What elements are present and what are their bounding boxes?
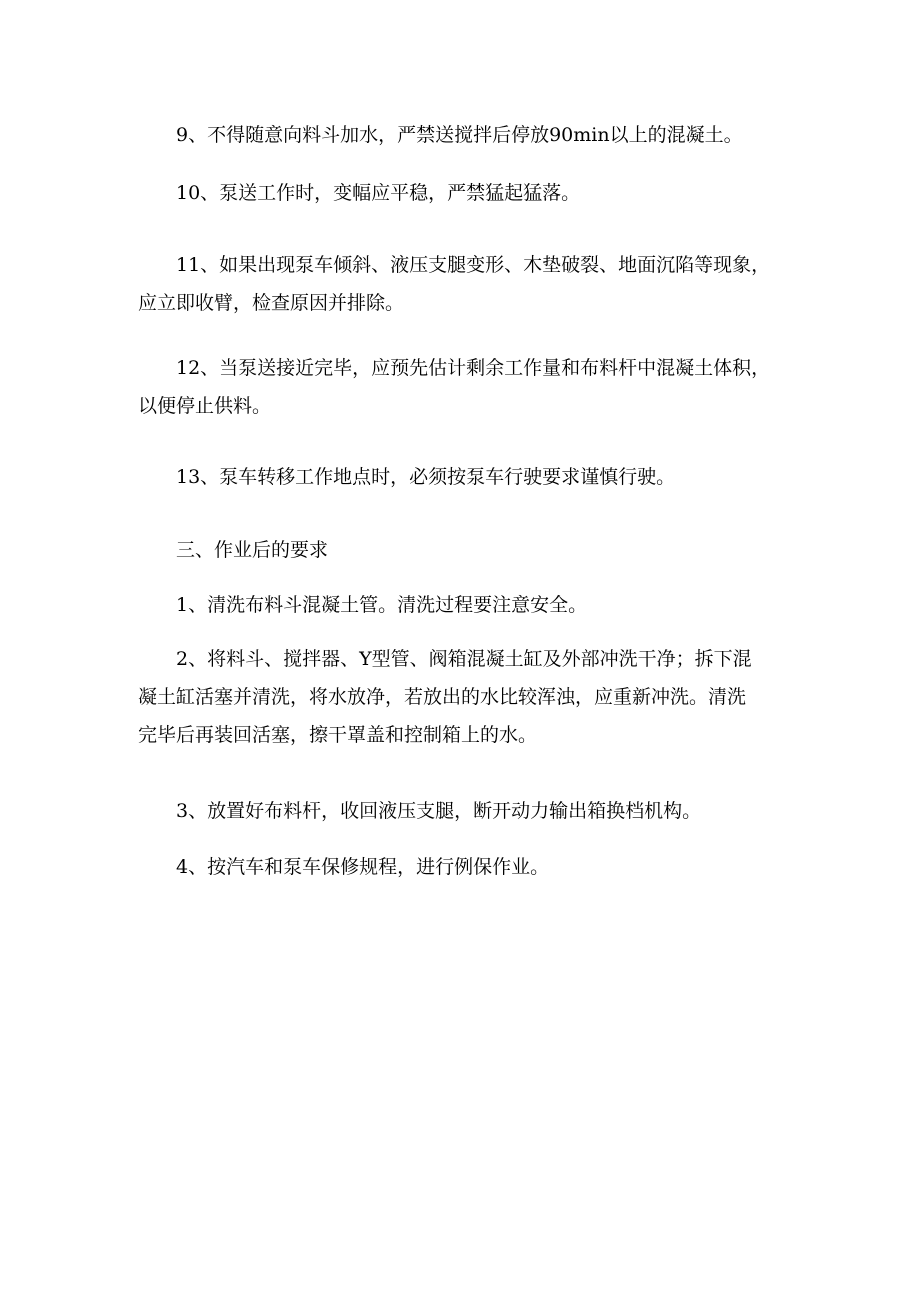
paragraph-line: 2、将料斗、搅拌器、Y型管、阀箱混凝土缸及外部冲洗干净；拆下混 <box>176 648 752 670</box>
paragraph-line: 12、当泵送接近完毕，应预先估计剩余工作量和布料杆中混凝土体积， <box>176 357 771 379</box>
paragraph-item-11 <box>138 246 788 322</box>
section-heading <box>138 531 788 569</box>
paragraph-line: 3、放置好布料杆，收回液压支腿，断开动力输出箱换档机构。 <box>176 800 702 822</box>
paragraph-line: 11、如果出现泵车倾斜、液压支腿变形、木垫破裂、地面沉陷等现象， <box>176 254 771 276</box>
paragraph-line: 10、泵送工作时，变幅应平稳，严禁猛起猛落。 <box>176 182 581 204</box>
paragraph-after-1 <box>138 586 788 624</box>
paragraph-line: 4、按汽车和泵车保修规程，进行例保作业。 <box>176 856 550 878</box>
paragraph-after-2 <box>138 640 788 754</box>
paragraph-item-10 <box>138 174 788 212</box>
paragraph-line: 应立即收臂，检查原因并排除。 <box>138 292 405 314</box>
paragraph-line: 13、泵车转移工作地点时，必须按泵车行驶要求谨慎行驶。 <box>176 466 676 488</box>
paragraph-line: 9、不得随意向料斗加水，严禁送搅拌后停放90min以上的混凝土。 <box>176 124 743 146</box>
paragraph-after-3 <box>138 792 788 830</box>
paragraph-line: 完毕后再装回活塞，擦干罩盖和控制箱上的水。 <box>138 724 538 746</box>
paragraph-item-13 <box>138 458 788 496</box>
paragraph-line: 1、清洗布料斗混凝土管。清洗过程要注意安全。 <box>176 594 588 616</box>
section-heading-text: 三、作业后的要求 <box>176 539 329 561</box>
paragraph-item-9 <box>138 116 788 154</box>
paragraph-line: 凝土缸活塞并清洗，将水放净，若放出的水比较浑浊，应重新冲洗。清洗 <box>138 686 747 708</box>
paragraph-after-4 <box>138 848 788 886</box>
paragraph-line: 以便停止供料。 <box>138 395 272 417</box>
paragraph-item-12 <box>138 349 788 425</box>
